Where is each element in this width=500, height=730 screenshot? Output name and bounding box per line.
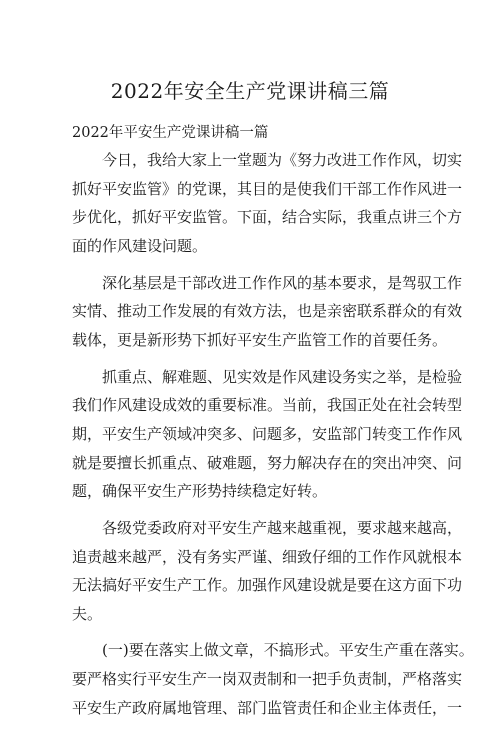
paragraph-line: 抓重点、解难题、见实效是作风建设务实之举，是检验	[102, 367, 463, 386]
document-title: 2022年安全生产党课讲稿三篇	[110, 79, 390, 103]
paragraph-line: 追责越来越严，没有务实严谨、细致仔细的工作作风就根本	[72, 547, 463, 566]
document-body	[72, 146, 474, 730]
paragraph-line: 步优化，抓好平安监管。下面，结合实际，我重点讲三个方	[72, 208, 463, 227]
paragraph-line: 平安生产政府属地管理、部门监管责任和企业主体责任，一	[72, 698, 463, 717]
paragraph-line: 期，平安生产领域冲突多、问题多，安监部门转变工作作风	[72, 424, 463, 443]
paragraph-line: 今日，我给大家上一堂题为《努力改进工作作风，切实	[102, 151, 463, 169]
paragraph-line: 实情、推动工作发展的有效方法，也是亲密联系群众的有效	[72, 302, 463, 321]
paragraph	[72, 146, 463, 261]
paragraph-line: 深化基层是干部改进工作作风的基本要求，是驾驭工作	[102, 273, 463, 292]
paragraph-line: 我们作风建设成效的重要标准。当前，我国正处在社会转型	[72, 396, 463, 415]
paragraph-line: 各级党委政府对平安生产越来越重视，要求越来越高，	[102, 518, 463, 537]
paragraph-line: 要严格实行平安生产一岗双责制和一把手负责制，严格落实	[72, 670, 463, 689]
paragraph	[72, 636, 474, 722]
paragraph	[72, 363, 463, 507]
paragraph-line: 题，确保平安生产形势持续稳定好转。	[72, 482, 328, 501]
paragraph-line: (一)要在落实上做文章，不搞形式。平安生产重在落实。	[102, 641, 474, 660]
paragraph-line: 面的作风建设问题。	[72, 237, 208, 256]
paragraph-line: 夫。	[72, 604, 103, 623]
document-subtitle: 2022年平安生产党课讲稿一篇	[72, 125, 269, 141]
paragraph-line: 就是要擅长抓重点、破难题，努力解决存在的突出冲突、问	[72, 453, 463, 472]
paragraph	[72, 514, 463, 629]
paragraph-line: 载体，更是新形势下抓好平安生产监管工作的首要任务。	[72, 331, 448, 350]
paragraph	[72, 269, 463, 355]
paragraph-line: 无法搞好平安生产工作。加强作风建设就是要在这方面下功	[72, 576, 463, 595]
paragraph-line: 抓好平安监管》的党课，其目的是使我们干部工作作风进一	[72, 179, 463, 198]
